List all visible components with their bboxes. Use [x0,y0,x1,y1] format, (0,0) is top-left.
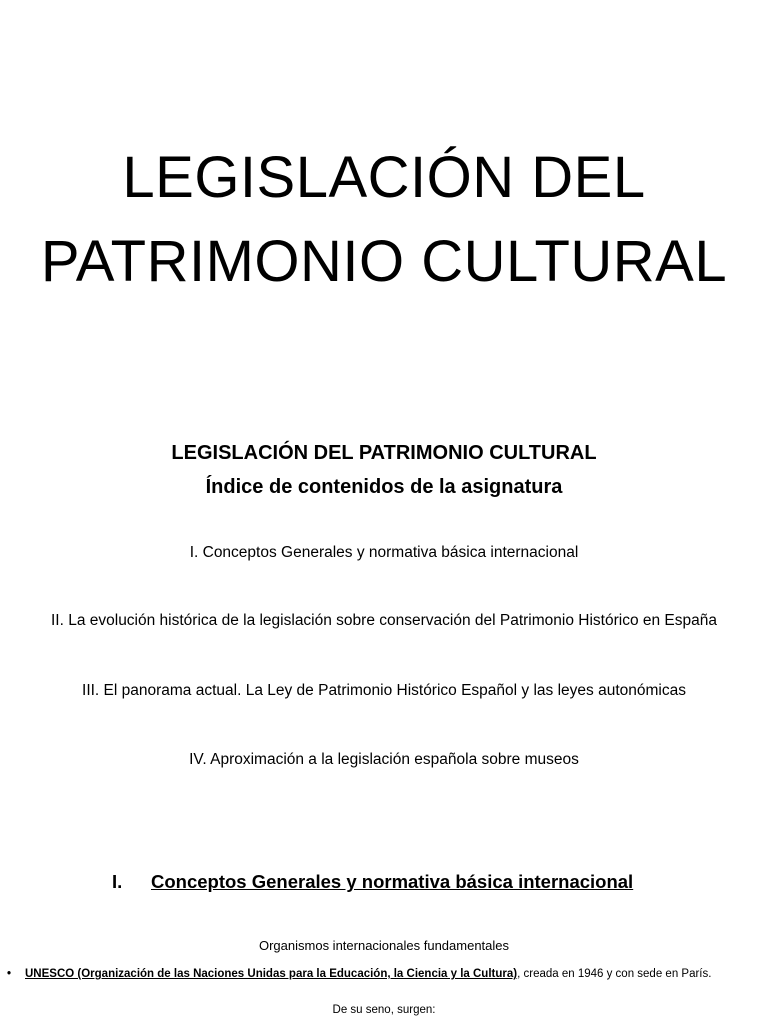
unesco-description: , creada en 1946 y con sede en París. [517,968,712,980]
unesco-name: UNESCO (Organización de las Naciones Unidas para la Educación, la Ciencia y la Cultura) [25,968,518,980]
section-number: I. [112,871,123,892]
index-heading-line-2: Índice de contenidos de la asignatura [205,476,563,498]
index-item: II. La evolución histórica de la legislación sobre conservación del Patrimonio Histórico en España [50,612,717,629]
index-item: IV. Aproximación a la legislación española sobre museos [189,751,579,768]
document-title-line-1: LEGISLACIÓN DEL [122,145,646,210]
section-title: Conceptos Generales y normativa básica internacional [151,871,634,892]
organizations-heading: Organismos internacionales fundamentales [258,938,510,953]
index-heading-line-1: LEGISLACIÓN DEL PATRIMONIO CULTURAL [171,442,597,464]
index-item: III. El panorama actual. La Ley de Patrimonio Histórico Español y las leyes autonómicas [82,682,686,699]
index-heading [0,436,768,504]
unesco-bullet [7,965,767,983]
index-item: I. Conceptos Generales y normativa básica internacional [189,544,579,561]
bullet-marker: • [7,968,12,980]
seno-text: De su seno, surgen: [332,1004,436,1016]
document-title-line-2: PATRIMONIO CULTURAL [40,229,728,294]
document-title [0,136,768,304]
